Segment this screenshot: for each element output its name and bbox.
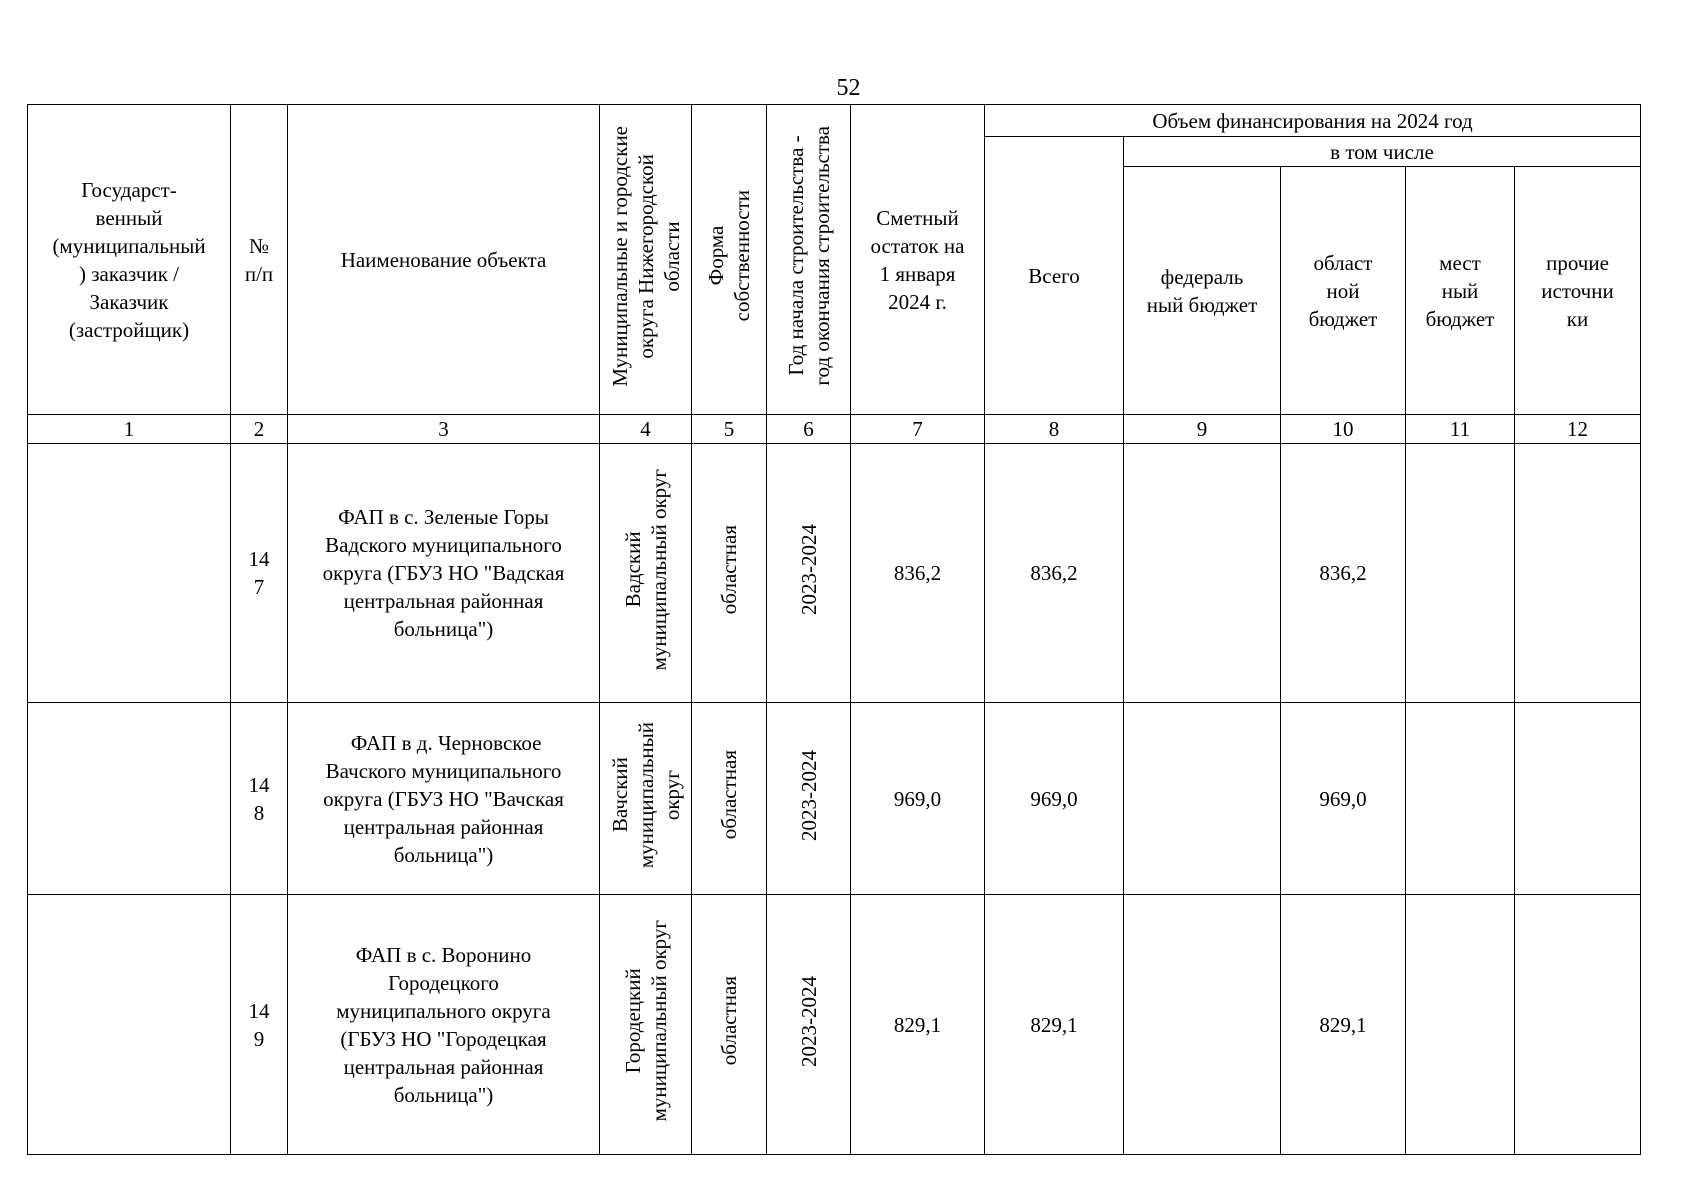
column-number: 4: [600, 415, 692, 444]
header-num: № п/п: [231, 105, 288, 415]
row-municipality-label: Вачский муниципальный округ: [607, 721, 684, 869]
row-regional: 836,2: [1281, 444, 1406, 703]
row-total: 829,1: [985, 895, 1124, 1155]
row-total: 969,0: [985, 703, 1124, 895]
header-regional: област ной бюджет: [1281, 167, 1406, 415]
row-local: [1406, 444, 1515, 703]
header-ownership: [692, 105, 767, 415]
header-including: в том числе: [1124, 137, 1641, 167]
row-municipality-label: Городецкий муниципальный округ: [620, 920, 671, 1122]
row-years: [767, 444, 851, 703]
row-municipality: [600, 444, 692, 703]
header-ownership-label: Форма собственности: [704, 190, 754, 322]
header-years-label: Год начала строительства - год окончания строительства: [783, 126, 834, 386]
financing-table: [27, 104, 1641, 1155]
row-ownership-label: областная: [717, 750, 741, 840]
row-years: [767, 895, 851, 1155]
column-number: 10: [1281, 415, 1406, 444]
column-number: 3: [288, 415, 600, 444]
row-other: [1515, 895, 1641, 1155]
header-municipality-label: Муниципальные и городские округа Нижегородской области: [607, 125, 684, 387]
row-ownership: [692, 895, 767, 1155]
column-number: 6: [767, 415, 851, 444]
column-number: 1: [28, 415, 231, 444]
column-number: 11: [1406, 415, 1515, 444]
header-object-name: Наименование объекта: [288, 105, 600, 415]
row-federal: [1124, 444, 1281, 703]
row-ownership: [692, 444, 767, 703]
row-balance: 829,1: [851, 895, 985, 1155]
column-number: 9: [1124, 415, 1281, 444]
row-municipality: [600, 703, 692, 895]
column-number: 8: [985, 415, 1124, 444]
row-customer: [28, 444, 231, 703]
row-municipality-label: Вадский муниципальный округ: [620, 468, 671, 671]
row-ownership-label: областная: [717, 524, 741, 615]
row-municipality: [600, 895, 692, 1155]
header-financing: Объем финансирования на 2024 год: [985, 105, 1641, 137]
row-object-name: ФАП в д. Черновское Вачского муниципального округа (ГБУЗ НО "Вачская центральная районная больница"): [288, 703, 600, 895]
row-federal: [1124, 703, 1281, 895]
row-balance: 969,0: [851, 703, 985, 895]
header-other: прочие источни ки: [1515, 167, 1641, 415]
row-years-label: 2023-2024: [796, 524, 821, 615]
row-federal: [1124, 895, 1281, 1155]
row-local: [1406, 703, 1515, 895]
row-customer: [28, 703, 231, 895]
row-years: [767, 703, 851, 895]
column-number: 2: [231, 415, 288, 444]
header-balance: Сметный остаток на 1 января 2024 г.: [851, 105, 985, 415]
row-balance: 836,2: [851, 444, 985, 703]
row-object-name: ФАП в с. Зеленые Горы Вадского муниципального округа (ГБУЗ НО "Вадская центральная районная больница"): [288, 444, 600, 703]
row-years-label: 2023-2024: [796, 749, 821, 841]
row-number: 14 8: [231, 703, 288, 895]
header-municipality: [600, 105, 692, 415]
header-years: [767, 105, 851, 415]
row-object-name: ФАП в с. Воронино Городецкого муниципального округа (ГБУЗ НО "Городецкая центральная районная больница"): [288, 895, 600, 1155]
row-regional: 829,1: [1281, 895, 1406, 1155]
row-other: [1515, 703, 1641, 895]
row-number: 14 9: [231, 895, 288, 1155]
row-other: [1515, 444, 1641, 703]
row-total: 836,2: [985, 444, 1124, 703]
table-row: [28, 895, 1641, 1155]
header-federal: федераль ный бюджет: [1124, 167, 1281, 415]
row-number: 14 7: [231, 444, 288, 703]
header-local: мест ный бюджет: [1406, 167, 1515, 415]
table-row: [28, 444, 1641, 703]
page-number: 52: [836, 75, 861, 101]
column-number: 12: [1515, 415, 1641, 444]
row-ownership: [692, 703, 767, 895]
table-row: [28, 703, 1641, 895]
row-regional: 969,0: [1281, 703, 1406, 895]
header-customer: Государст- венный (муниципальный ) заказчик / Заказчик (застройщик): [28, 105, 231, 415]
row-local: [1406, 895, 1515, 1155]
row-ownership-label: областная: [717, 976, 741, 1066]
column-number: 7: [851, 415, 985, 444]
row-customer: [28, 895, 231, 1155]
row-years-label: 2023-2024: [796, 975, 821, 1067]
header-total: Всего: [985, 137, 1124, 415]
column-number-row: [28, 415, 1641, 444]
column-number: 5: [692, 415, 767, 444]
